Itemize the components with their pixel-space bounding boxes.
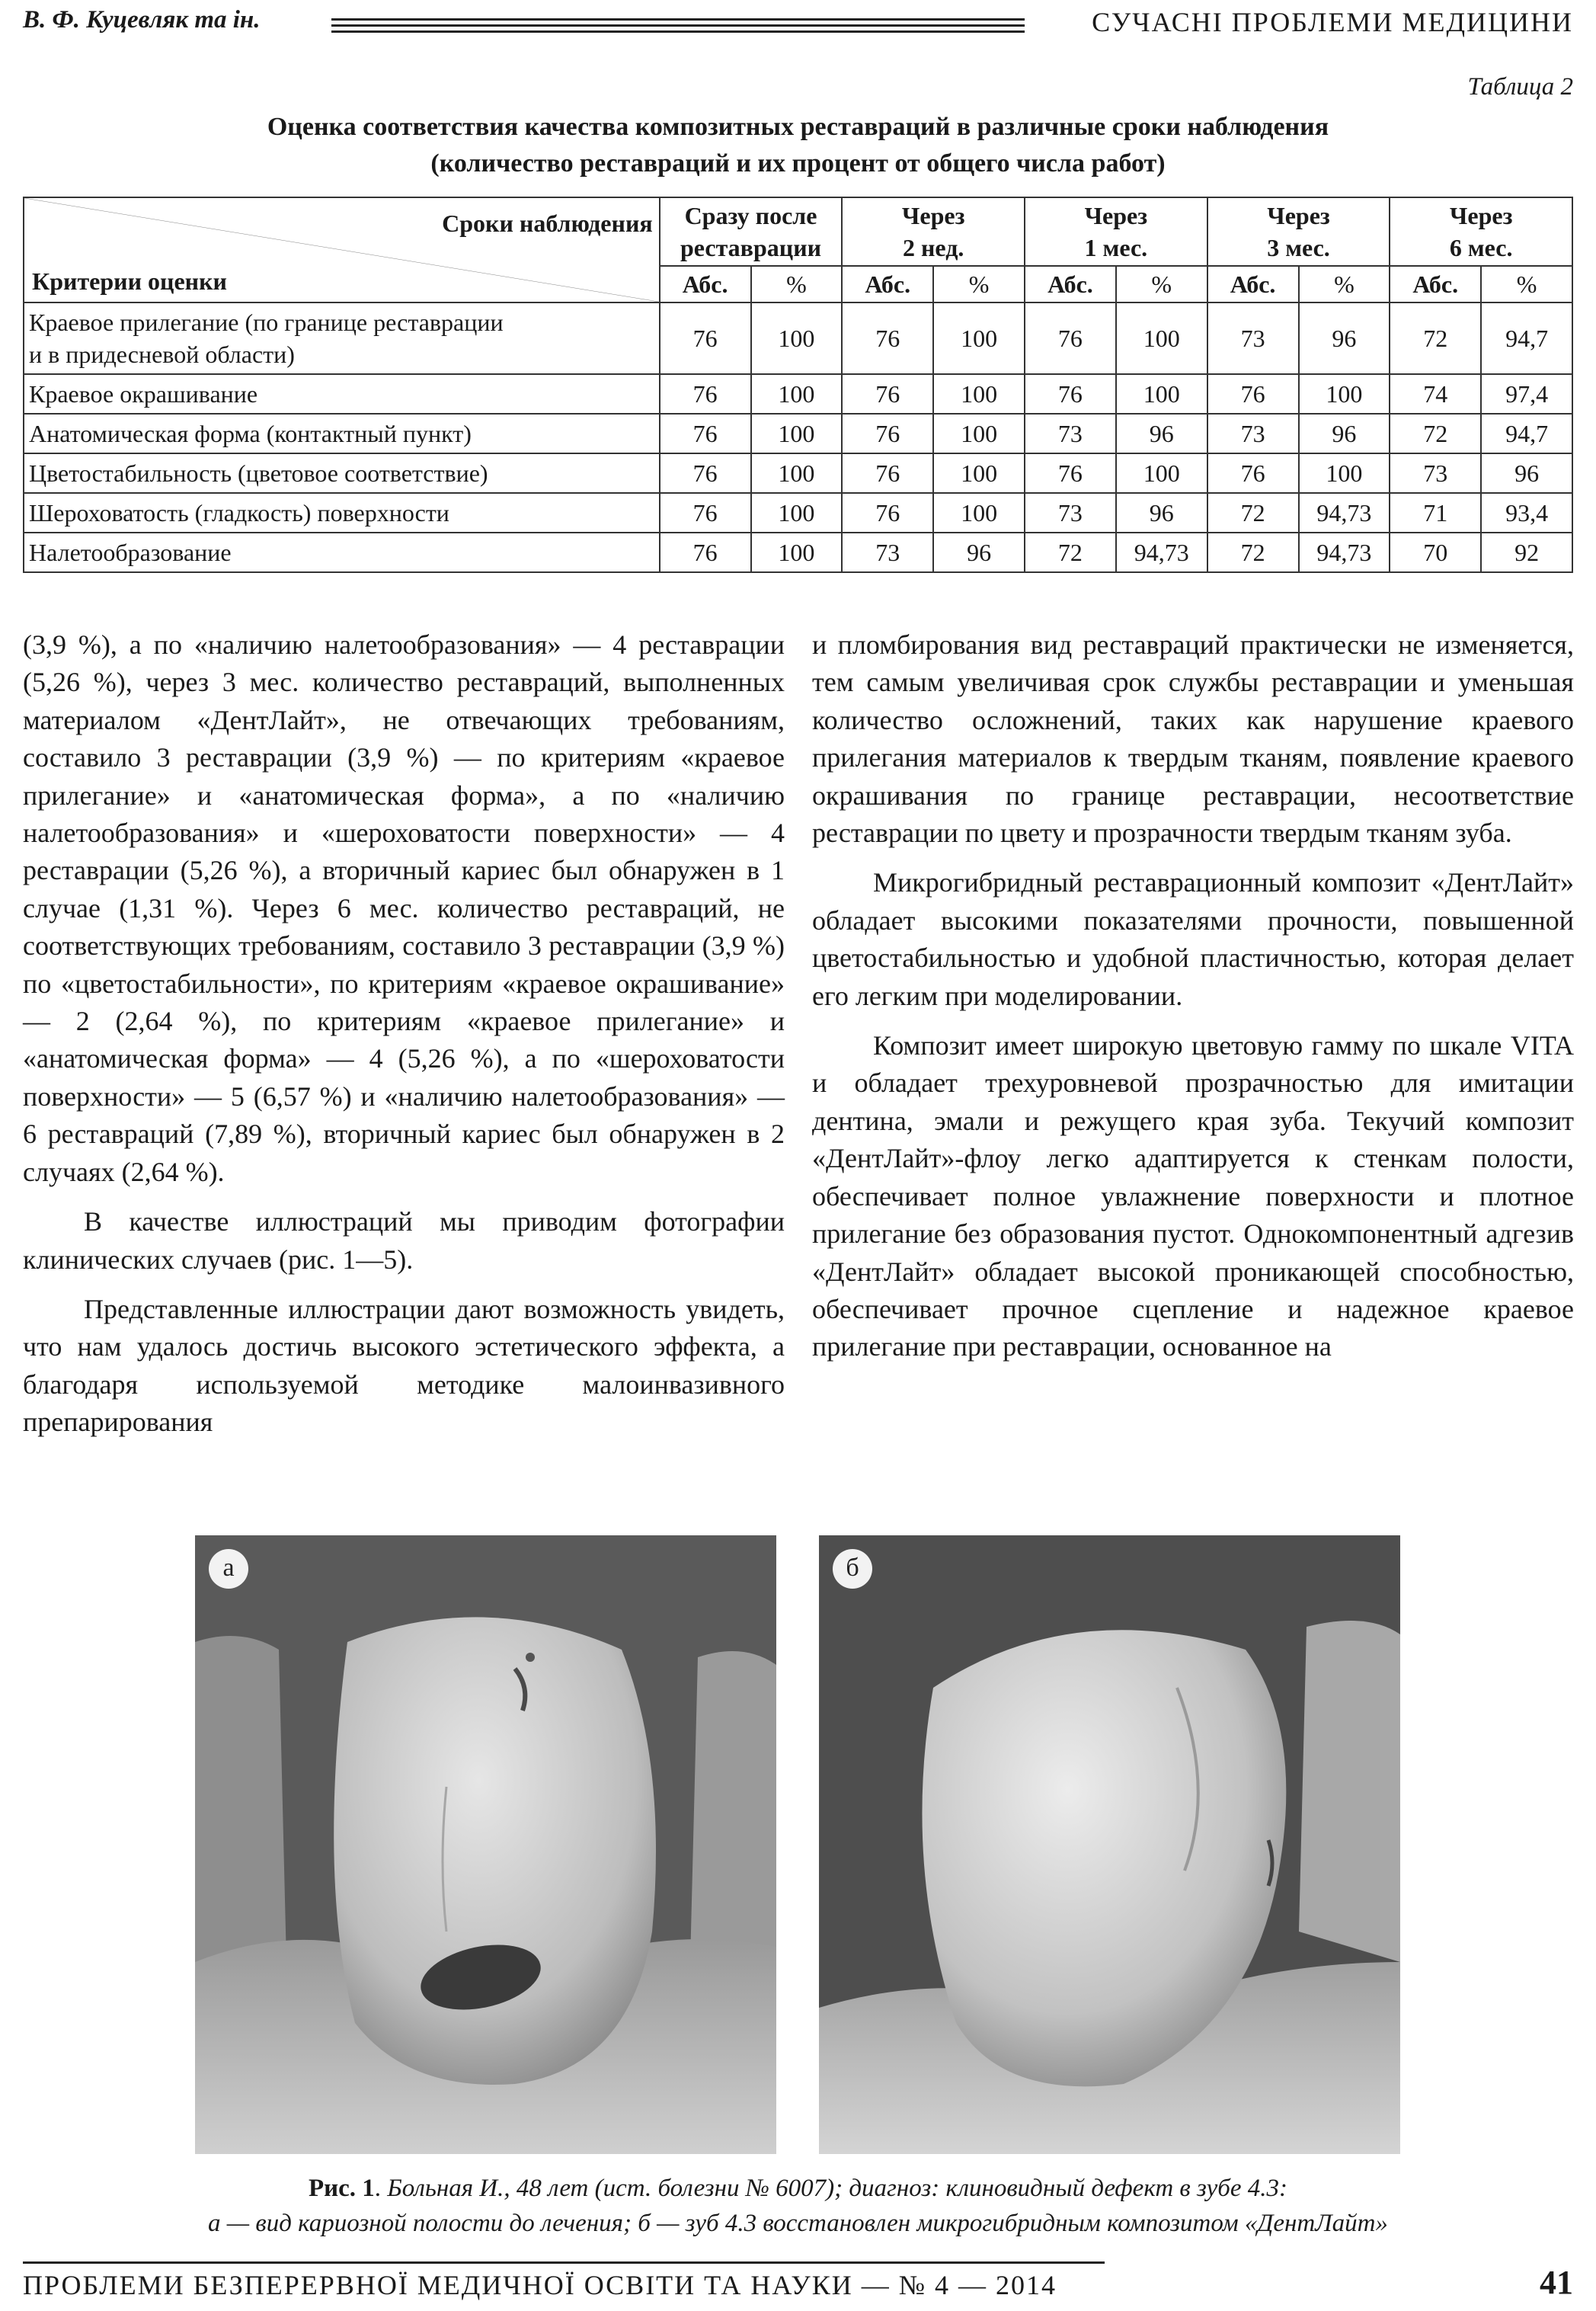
period-header: Через 2 нед. [842, 197, 1025, 266]
pct-value-cell: 100 [751, 493, 843, 533]
abs-value-cell: 73 [1207, 302, 1299, 374]
pct-value-cell: 100 [751, 302, 843, 374]
abs-value-cell: 76 [1025, 302, 1116, 374]
page-number: 41 [1540, 2264, 1573, 2301]
abs-value-cell: 72 [1390, 302, 1481, 374]
abs-value-cell: 73 [1025, 414, 1116, 453]
header-rule [331, 18, 1025, 21]
table-title [23, 109, 1573, 182]
figure-photo-a [195, 1535, 776, 2154]
abs-value-cell: 76 [1207, 374, 1299, 414]
caption-line: а — вид кариозной полости до лечения; б — зуб 4.3 восстановлен микрогибридным композитом «ДентЛайт» [208, 2210, 1388, 2237]
paragraph: (3,9 %), а по «наличию налетообразования» — 4 реставрации (5,26 %), через 3 мес. количество реставраций, выполненных материалом «ДентЛайт», не отвечающих требованиям, составило 3 реставрации (3,9 %) — по критериям «краевое прилегание» и «анатомическая форма», а по «наличию налетообразования» и «шероховатости поверхности» — 4 реставрации (5,26 %), а вторичный кариес был обнаружен в 1 случае (1,31 %). Через 6 мес. количество реставраций, не соответствующих требованиям, составило 3 реставрации (3,9 %) по «цветостабильности», по критериям «краевое окрашивание» — 2 (2,64 %), по критериям «краевое прилегание» и «анатомическая форма» — 4 (5,26 %), а по «шероховатости поверхности» — 5 (6,57 %) и «наличию налетообразования» — 6 реставраций (7,89 %), вторичный кариес был обнаружен в 2 случаях (2,64 %). [23, 629, 785, 1187]
abs-header: Абс. [1025, 266, 1116, 302]
pct-value-cell: 96 [1299, 414, 1390, 453]
running-journal-title: СУЧАСНІ ПРОБЛЕМИ МЕДИЦИНИ [1092, 7, 1573, 37]
pct-value-cell: 96 [1116, 414, 1207, 453]
abs-value-cell: 76 [1207, 453, 1299, 493]
pct-value-cell: 92 [1481, 533, 1572, 572]
abs-value-cell: 72 [1207, 533, 1299, 572]
table-corner-cell [24, 197, 660, 302]
pct-value-cell: 100 [751, 414, 843, 453]
table-row [24, 302, 1572, 374]
pct-value-cell: 100 [933, 414, 1025, 453]
abs-header: Абс. [1207, 266, 1299, 302]
abs-value-cell: 74 [1390, 374, 1481, 414]
abs-value-cell: 76 [660, 374, 751, 414]
abs-value-cell: 76 [842, 414, 933, 453]
pct-header: % [933, 266, 1025, 302]
abs-header: Абс. [1390, 266, 1481, 302]
pct-value-cell: 100 [1116, 374, 1207, 414]
abs-value-cell: 73 [842, 533, 933, 572]
abs-header: Абс. [660, 266, 751, 302]
pct-value-cell: 100 [751, 374, 843, 414]
running-author: В. Ф. Куцевляк та ін. [23, 6, 261, 34]
abs-value-cell: 72 [1390, 414, 1481, 453]
paragraph: В качестве иллюстраций мы приводим фотографии клинических случаев (рис. 1—5). [23, 1206, 785, 1275]
header-rule [331, 30, 1025, 33]
pct-header: % [1116, 266, 1207, 302]
abs-value-cell: 73 [1207, 414, 1299, 453]
table-body [24, 302, 1572, 572]
pct-value-cell: 94,73 [1116, 533, 1207, 572]
corner-label-periods: Сроки наблюдения [442, 210, 653, 237]
running-header [23, 6, 1573, 40]
abs-value-cell: 70 [1390, 533, 1481, 572]
abs-header: Абс. [842, 266, 933, 302]
table-title-line: (количество реставраций и их процент от общего числа работ) [430, 149, 1166, 178]
paragraph: Композит имеет широкую цветовую гамму по шкале VITA и обладает трехуровневой прозрачностью для имитации дентина, эмали и режущего края зуба. Текучий композит «ДентЛайт»-флоу легко адаптируется к стенкам полости, обеспечивает полное увлажнение поверхности и плотное прилегание без образования пустот. Однокомпонентный адгезив «ДентЛайт» обладает высокой проникающей способностью, обеспечивает прочное сцепление и надежное краевое прилегание при реставрации, основанное на [812, 1030, 1574, 1362]
table-row [24, 374, 1572, 414]
abs-value-cell: 72 [1025, 533, 1116, 572]
abs-value-cell: 76 [842, 302, 933, 374]
pct-value-cell: 100 [751, 453, 843, 493]
pct-value-cell: 100 [933, 302, 1025, 374]
paragraph: и пломбирования вид реставраций практически не изменяется, тем самым увеличивая срок службы реставрации и уменьшая количество осложнений, таких как нарушение краевого прилегания материалов к твердым тканям, появление краевого окрашивания по границе реставрации, несоответствие реставрации по цвету и прозрачности твердым тканям зуба. [812, 629, 1574, 849]
period-header: Через 6 мес. [1390, 197, 1572, 266]
abs-value-cell: 72 [1207, 493, 1299, 533]
pct-value-cell: 94,7 [1481, 302, 1572, 374]
abs-value-cell: 76 [660, 493, 751, 533]
pct-value-cell: 100 [933, 493, 1025, 533]
abs-value-cell: 76 [842, 453, 933, 493]
pct-value-cell: 96 [1299, 302, 1390, 374]
pct-header: % [1481, 266, 1572, 302]
pct-value-cell: 94,7 [1481, 414, 1572, 453]
table-label: Таблица 2 [1467, 73, 1573, 101]
abs-value-cell: 73 [1025, 493, 1116, 533]
table-title-line: Оценка соответствия качества композитных реставраций в различные сроки наблюдения [267, 113, 1329, 141]
figure-label-a: а [209, 1549, 248, 1589]
period-header: Сразу после реставрации [660, 197, 843, 266]
footer-journal: ПРОБЛЕМИ БЕЗПЕРЕРВНОЇ МЕДИЧНОЇ ОСВІТИ ТА НАУКИ — № 4 — 2014 [23, 2270, 1057, 2300]
tooth-photo-a [195, 1535, 776, 2154]
corner-label-criteria: Критерии оценки [32, 267, 227, 295]
pct-value-cell: 96 [933, 533, 1025, 572]
criterion-cell: Цветостабильность (цветовое соответствие) [24, 453, 660, 493]
pct-header: % [751, 266, 843, 302]
pct-value-cell: 97,4 [1481, 374, 1572, 414]
table-row [24, 493, 1572, 533]
abs-value-cell: 76 [660, 533, 751, 572]
period-header: Через 1 мес. [1025, 197, 1207, 266]
pct-header: % [1299, 266, 1390, 302]
pct-value-cell: 94,73 [1299, 533, 1390, 572]
table-row [24, 533, 1572, 572]
figure-photo-b [819, 1535, 1400, 2154]
text-column-left [23, 626, 785, 1442]
pct-value-cell: 96 [1481, 453, 1572, 493]
abs-value-cell: 76 [1025, 374, 1116, 414]
pct-value-cell: 100 [933, 453, 1025, 493]
figure-label-b: б [833, 1549, 872, 1589]
table-row [24, 453, 1572, 493]
criterion-cell: Налетообразование [24, 533, 660, 572]
caption-text: Больная И., 48 лет (ист. болезни № 6007); диагноз: клиновидный дефект в зубе 4.3: [387, 2175, 1288, 2202]
results-table [23, 197, 1573, 573]
pct-value-cell: 96 [1116, 493, 1207, 533]
pct-value-cell: 100 [1299, 374, 1390, 414]
criterion-cell: Анатомическая форма (контактный пункт) [24, 414, 660, 453]
table-row [24, 414, 1572, 453]
figure-caption [23, 2171, 1573, 2241]
caption-label: Рис. 1 [308, 2175, 375, 2202]
pct-value-cell: 100 [933, 374, 1025, 414]
abs-value-cell: 76 [660, 453, 751, 493]
pct-value-cell: 94,73 [1299, 493, 1390, 533]
text-column-right [812, 626, 1574, 1366]
abs-value-cell: 73 [1390, 453, 1481, 493]
criterion-cell: Краевое прилегание (по границе реставрации и в придесневой области) [24, 302, 660, 374]
abs-value-cell: 76 [660, 302, 751, 374]
abs-value-cell: 71 [1390, 493, 1481, 533]
abs-value-cell: 76 [1025, 453, 1116, 493]
caption-line: Рис. 1. Больная И., 48 лет (ист. болезни № 6007); диагноз: клиновидный дефект в зубе 4.3: [308, 2175, 1288, 2202]
pct-value-cell: 100 [1299, 453, 1390, 493]
table-header-row [24, 197, 1572, 266]
criterion-cell: Краевое окрашивание [24, 374, 660, 414]
footer-rule [23, 2261, 1105, 2264]
pct-value-cell: 100 [1116, 302, 1207, 374]
pct-value-cell: 100 [751, 533, 843, 572]
paragraph: Представленные иллюстрации дают возможность увидеть, что нам удалось достичь высокого эстетического эффекта, а благодаря используемой методике малоинвазивного препарирования [23, 1293, 785, 1438]
header-rule [331, 24, 1025, 27]
criterion-cell: Шероховатость (гладкость) поверхности [24, 493, 660, 533]
period-header: Через 3 мес. [1207, 197, 1390, 266]
pct-value-cell: 93,4 [1481, 493, 1572, 533]
abs-value-cell: 76 [842, 493, 933, 533]
pct-value-cell: 100 [1116, 453, 1207, 493]
tooth-photo-b [819, 1535, 1400, 2154]
abs-value-cell: 76 [842, 374, 933, 414]
paragraph: Микрогибридный реставрационный композит «ДентЛайт» обладает высокими показателями прочности, повышенной цветостабильностью и удобной пластичностью, которая делает его легким при моделировании. [812, 867, 1574, 1011]
abs-value-cell: 76 [660, 414, 751, 453]
